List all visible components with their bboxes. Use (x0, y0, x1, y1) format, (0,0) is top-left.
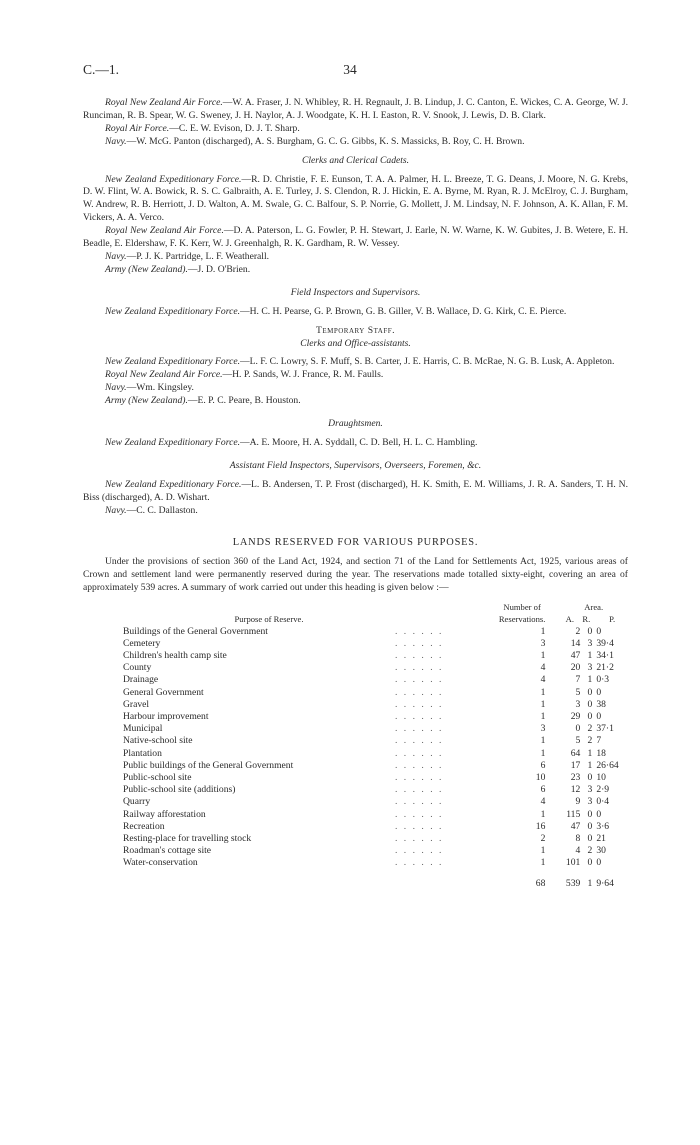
col-area: Area. (584, 602, 604, 613)
table-header-row-1 (83, 601, 628, 613)
roods-cell: 0 (587, 820, 593, 832)
service-label: New Zealand Expeditionary Force. (105, 436, 240, 448)
service-label: Royal New Zealand Air Force. (105, 97, 223, 108)
roods-cell: 0 (587, 857, 593, 869)
section-assistant-inspectors (83, 479, 628, 518)
purpose-cell: Public buildings of the General Government (123, 759, 294, 771)
leader-dots: . . . . . . (395, 808, 444, 820)
service-label: New Zealand Expeditionary Force. (105, 478, 242, 490)
table-row (83, 650, 628, 662)
number-cell: 6 (540, 784, 546, 796)
heading-field-inspectors: Field Inspectors and Supervisors. (290, 286, 421, 298)
purpose-cell: Railway afforestation (123, 808, 206, 820)
leader-dots: . . . . . . (395, 686, 444, 698)
purpose-cell: Native-school site (123, 735, 193, 747)
table-row (83, 833, 628, 845)
total-acres: 539 (565, 877, 581, 889)
personnel-paragraph (83, 382, 628, 395)
roods-cell: 3 (587, 796, 593, 808)
acres-cell: 20 (570, 662, 581, 674)
roods-cell: 0 (587, 710, 593, 722)
perches-cell: 0 (596, 857, 602, 869)
purpose-cell: Quarry (123, 796, 151, 808)
col-number-1: Number of (503, 602, 541, 613)
page-number: 34 (343, 62, 357, 77)
personnel-paragraph (83, 123, 628, 136)
table-row (83, 626, 628, 638)
table-row (83, 748, 628, 760)
personnel-names: —R. D. Christie, F. E. Eunson, T. A. A. Palmer, H. L. Breeze, T. G. Deans, J. Moore, N. G. Krebs, D. W. Flint, W. A. Bowick, R. S. C. Galbraith, A. E. Turley, J. S. Clendon, R. J. Hickin, E. A. Byrne, M. Ryan, R. J. McElroy, C. J. Burgham, W. Andrew, R. B. Herriott, J. D. Walton, A. M. Swale, G. C. Balfour, S. P. Norrie, G. Mollett, J. M. Lindsay, N. F. Johnson, A. K. Allan, F. M. Vickers, A. A. Verco. (83, 173, 629, 224)
number-cell: 1 (540, 625, 546, 637)
perches-cell: 0 (596, 808, 602, 820)
service-label: Royal New Zealand Air Force. (105, 225, 224, 237)
acres-cell: 12 (570, 784, 581, 796)
roods-cell: 0 (587, 686, 593, 698)
personnel-names: —C. C. Dallaston. (126, 504, 198, 516)
personnel-paragraph (83, 174, 628, 226)
roods-cell: 3 (587, 637, 593, 649)
service-label: New Zealand Expeditionary Force. (105, 356, 240, 368)
purpose-cell: Cemetery (123, 637, 161, 649)
personnel-paragraph (83, 97, 628, 123)
service-label: New Zealand Expeditionary Force. (105, 305, 240, 317)
perches-cell: 26·64 (596, 759, 619, 771)
roods-cell: 0 (587, 808, 593, 820)
roods-cell: 2 (587, 723, 593, 735)
acres-cell: 64 (570, 747, 581, 759)
leader-dots: . . . . . . (395, 662, 444, 674)
service-label: Navy. (105, 250, 127, 262)
table-row (83, 760, 628, 772)
perches-cell: 34·1 (596, 649, 614, 661)
perches-cell: 39·4 (596, 637, 614, 649)
personnel-names: —Wm. Kingsley. (126, 382, 194, 394)
number-cell: 3 (540, 723, 546, 735)
leader-dots: . . . . . . (395, 759, 444, 771)
service-label: Navy. (105, 135, 127, 147)
acres-cell: 17 (570, 759, 581, 771)
personnel-names: —L. F. C. Lowry, S. F. Muff, S. B. Carter, J. E. Harris, C. B. McRae, N. G. B. Lusk, A. Appleton. (240, 356, 615, 368)
leader-dots: . . . . . . (395, 845, 444, 857)
personnel-names: —J. D. O'Brien. (187, 263, 251, 275)
table-row (83, 821, 628, 833)
heading-clerks-cadets: Clerks and Clerical Cadets. (301, 154, 410, 166)
roods-cell: 3 (587, 662, 593, 674)
perches-cell: 0·3 (596, 674, 610, 686)
section-clerks-cadets (83, 174, 628, 277)
perches-cell: 0 (596, 710, 602, 722)
acres-cell: 7 (575, 674, 581, 686)
table-row (83, 662, 628, 674)
total-perches: 9·64 (596, 877, 614, 889)
personnel-names: —E. P. C. Peare, B. Houston. (187, 395, 301, 407)
heading-draughtsmen: Draughtsmen. (328, 418, 383, 430)
number-cell: 1 (540, 698, 546, 710)
document-code: C.—1. (83, 62, 120, 77)
roods-cell: 1 (587, 649, 593, 661)
purpose-cell: Roadman's cottage site (123, 845, 212, 857)
section-field-inspectors (83, 306, 628, 319)
leader-dots: . . . . . . (395, 784, 444, 796)
perches-cell: 0·4 (596, 796, 610, 808)
personnel-paragraph (83, 136, 628, 149)
roods-cell: 0 (587, 625, 593, 637)
personnel-names: —P. J. K. Partridge, L. F. Weatherall. (126, 250, 270, 262)
leader-dots: . . . . . . (395, 674, 444, 686)
leader-dots: . . . . . . (395, 832, 444, 844)
purpose-cell: Buildings of the General Government (123, 625, 268, 637)
acres-cell: 14 (570, 637, 581, 649)
lands-intro: Under the provisions of section 360 of the Land Act, 1924, and section 71 of the Land for Settlements Act, 1925, various areas of Crown and settlement land were permanently reserved during the year. The reservations made totalled sixty-eight, covering an area of approximately 539 acres. A summary of work carried out under this heading is given below :— (83, 556, 628, 594)
number-cell: 1 (540, 649, 546, 661)
table-row (83, 796, 628, 808)
service-label: Army (New Zealand). (105, 263, 188, 275)
personnel-names: —C. E. W. Evison, D. J. T. Sharp. (169, 122, 300, 134)
table-row (83, 723, 628, 735)
lands-title: LANDS RESERVED FOR VARIOUS PURPOSES. (232, 537, 479, 549)
table-row (83, 674, 628, 686)
leader-dots: . . . . . . (395, 747, 444, 759)
acres-cell: 47 (570, 820, 581, 832)
purpose-cell: Public-school site (123, 771, 192, 783)
personnel-names: —D. A. Paterson, L. G. Fowler, P. H. Stewart, J. Earle, N. W. Warne, K. W. Gubites, J. B. Wetere, E. H. Beadle, E. Eldershaw, F. K. Kerr, W. J. Greenhalgh, R. K. Gardham, R. W. Vessey. (83, 225, 628, 250)
purpose-cell: Resting-place for travelling stock (123, 832, 252, 844)
perches-cell: 37·1 (596, 723, 614, 735)
purpose-cell: General Government (123, 686, 204, 698)
number-cell: 10 (535, 771, 546, 783)
purpose-cell: Recreation (123, 820, 165, 832)
roods-cell: 1 (587, 674, 593, 686)
personnel-paragraph (83, 505, 628, 518)
number-cell: 1 (540, 845, 546, 857)
purpose-cell: Drainage (123, 674, 159, 686)
table-row (83, 784, 628, 796)
col-purpose: Purpose of Reserve. (234, 614, 304, 625)
acres-cell: 5 (575, 735, 581, 747)
purpose-cell: Plantation (123, 747, 162, 759)
acres-cell: 23 (570, 771, 581, 783)
number-cell: 1 (540, 857, 546, 869)
roods-cell: 2 (587, 735, 593, 747)
number-cell: 4 (540, 674, 546, 686)
number-cell: 16 (535, 820, 546, 832)
perches-cell: 3·6 (596, 820, 610, 832)
service-label: Royal Air Force. (105, 122, 170, 134)
col-number-2: Reservations. (498, 614, 546, 625)
acres-cell: 101 (565, 857, 581, 869)
service-label: Royal New Zealand Air Force. (105, 369, 223, 381)
roods-cell: 3 (587, 784, 593, 796)
number-cell: 1 (540, 808, 546, 820)
roods-cell: 1 (587, 747, 593, 759)
leader-dots: . . . . . . (395, 857, 444, 869)
perches-cell: 0 (596, 686, 602, 698)
personnel-names: —A. E. Moore, H. A. Syddall, C. D. Bell, H. L. C. Hambling. (240, 436, 478, 448)
section-office-assistants (83, 356, 628, 408)
personnel-names: —W. McG. Panton (discharged), A. S. Burgham, G. C. G. Gibbs, K. S. Massicks, B. Roy, C. H. Brown. (126, 135, 525, 147)
leader-dots: . . . . . . (395, 735, 444, 747)
heading-assistant-inspectors: Assistant Field Inspectors, Supervisors, Overseers, Foremen, &c. (229, 459, 482, 471)
total-number: 68 (535, 877, 546, 889)
number-cell: 1 (540, 710, 546, 722)
section-draughtsmen (83, 437, 628, 450)
table-header-row-2 (83, 613, 628, 625)
acres-cell: 115 (566, 808, 581, 820)
table-row (83, 857, 628, 869)
service-label: Army (New Zealand). (105, 395, 188, 407)
service-label: New Zealand Expeditionary Force. (105, 173, 242, 185)
leader-dots: . . . . . . (395, 820, 444, 832)
acres-cell: 9 (575, 796, 581, 808)
heading-temporary-staff: Temporary Staff. (315, 324, 396, 336)
purpose-cell: Municipal (123, 723, 163, 735)
number-cell: 2 (540, 832, 546, 844)
col-r: R. (582, 614, 591, 625)
roods-cell: 1 (587, 759, 593, 771)
personnel-names: —H. P. Sands, W. J. France, R. M. Faulls. (222, 369, 384, 381)
leader-dots: . . . . . . (395, 723, 444, 735)
personnel-paragraph (83, 395, 628, 408)
table-row (83, 687, 628, 699)
table-row (83, 735, 628, 747)
reserves-table (83, 601, 628, 890)
personnel-names: —W. A. Fraser, J. N. Whibley, R. H. Regnault, J. B. Lindup, J. C. Canton, E. Wickes, C. A. George, W. J. Runciman, R. B. Spear, W. G. Sweney, J. H. Naylor, A. J. Woodgate, K. H. I. Easton, R. V. Snook, J. Lewis, D. B. Clark. (83, 97, 628, 121)
purpose-cell: Public-school site (additions) (123, 784, 236, 796)
perches-cell: 18 (596, 747, 606, 759)
personnel-paragraph (83, 437, 628, 450)
section-air-force-list (83, 97, 628, 149)
roods-cell: 0 (587, 771, 593, 783)
personnel-paragraph (83, 479, 628, 505)
purpose-cell: Gravel (123, 698, 150, 710)
table-row (83, 845, 628, 857)
service-label: Navy. (105, 382, 127, 394)
purpose-cell: Children's health camp site (123, 649, 227, 661)
leader-dots: . . . . . . (395, 796, 444, 808)
heading-office-assistants: Clerks and Office-assistants. (300, 337, 411, 349)
col-a: A. (565, 614, 574, 625)
total-roods: 1 (587, 877, 593, 889)
perches-cell: 21 (596, 832, 606, 844)
col-p: P. (609, 614, 616, 625)
leader-dots: . . . . . . (395, 637, 444, 649)
personnel-paragraph (83, 264, 628, 277)
personnel-names: —H. C. H. Pearse, G. P. Brown, G. B. Giller, V. B. Wallace, D. G. Kirk, C. E. Pierce. (240, 305, 567, 317)
perches-cell: 0 (596, 625, 602, 637)
leader-dots: . . . . . . (395, 710, 444, 722)
number-cell: 6 (540, 759, 546, 771)
page-body (83, 97, 628, 890)
roods-cell: 0 (587, 698, 593, 710)
number-cell: 1 (540, 686, 546, 698)
perches-cell: 30 (596, 845, 606, 857)
number-cell: 4 (540, 796, 546, 808)
personnel-paragraph (83, 306, 628, 319)
perches-cell: 2·9 (596, 784, 610, 796)
number-cell: 1 (540, 735, 546, 747)
table-row (83, 638, 628, 650)
perches-cell: 38 (596, 698, 606, 710)
personnel-names: —L. B. Andersen, T. P. Frost (discharged), H. K. Smith, E. M. Williams, J. R. A. Sanders, T. H. N. Biss (discharged), A. D. Wishart. (83, 478, 628, 503)
roods-cell: 0 (587, 832, 593, 844)
acres-cell: 8 (575, 832, 581, 844)
roods-cell: 2 (587, 845, 593, 857)
table-row (83, 699, 628, 711)
total-row (83, 870, 628, 890)
acres-cell: 2 (575, 625, 581, 637)
leader-dots: . . . . . . (395, 698, 444, 710)
acres-cell: 0 (575, 723, 581, 735)
perches-cell: 10 (596, 771, 606, 783)
perches-cell: 7 (596, 735, 602, 747)
purpose-cell: Harbour improvement (123, 710, 209, 722)
leader-dots: . . . . . . (395, 649, 444, 661)
personnel-paragraph (83, 356, 628, 369)
personnel-paragraph (83, 225, 628, 251)
perches-cell: 21·2 (596, 662, 614, 674)
personnel-paragraph (83, 369, 628, 382)
acres-cell: 4 (575, 845, 581, 857)
table-row (83, 772, 628, 784)
acres-cell: 29 (570, 710, 581, 722)
acres-cell: 3 (575, 698, 581, 710)
number-cell: 4 (540, 662, 546, 674)
leader-dots: . . . . . . (395, 625, 444, 637)
acres-cell: 5 (575, 686, 581, 698)
purpose-cell: County (123, 662, 152, 674)
service-label: Navy. (105, 504, 127, 516)
acres-cell: 47 (570, 649, 581, 661)
number-cell: 1 (540, 747, 546, 759)
leader-dots: . . . . . . (395, 771, 444, 783)
table-row (83, 809, 628, 821)
number-cell: 3 (540, 637, 546, 649)
table-row (83, 711, 628, 723)
purpose-cell: Water-conservation (123, 857, 198, 869)
personnel-paragraph (83, 251, 628, 264)
